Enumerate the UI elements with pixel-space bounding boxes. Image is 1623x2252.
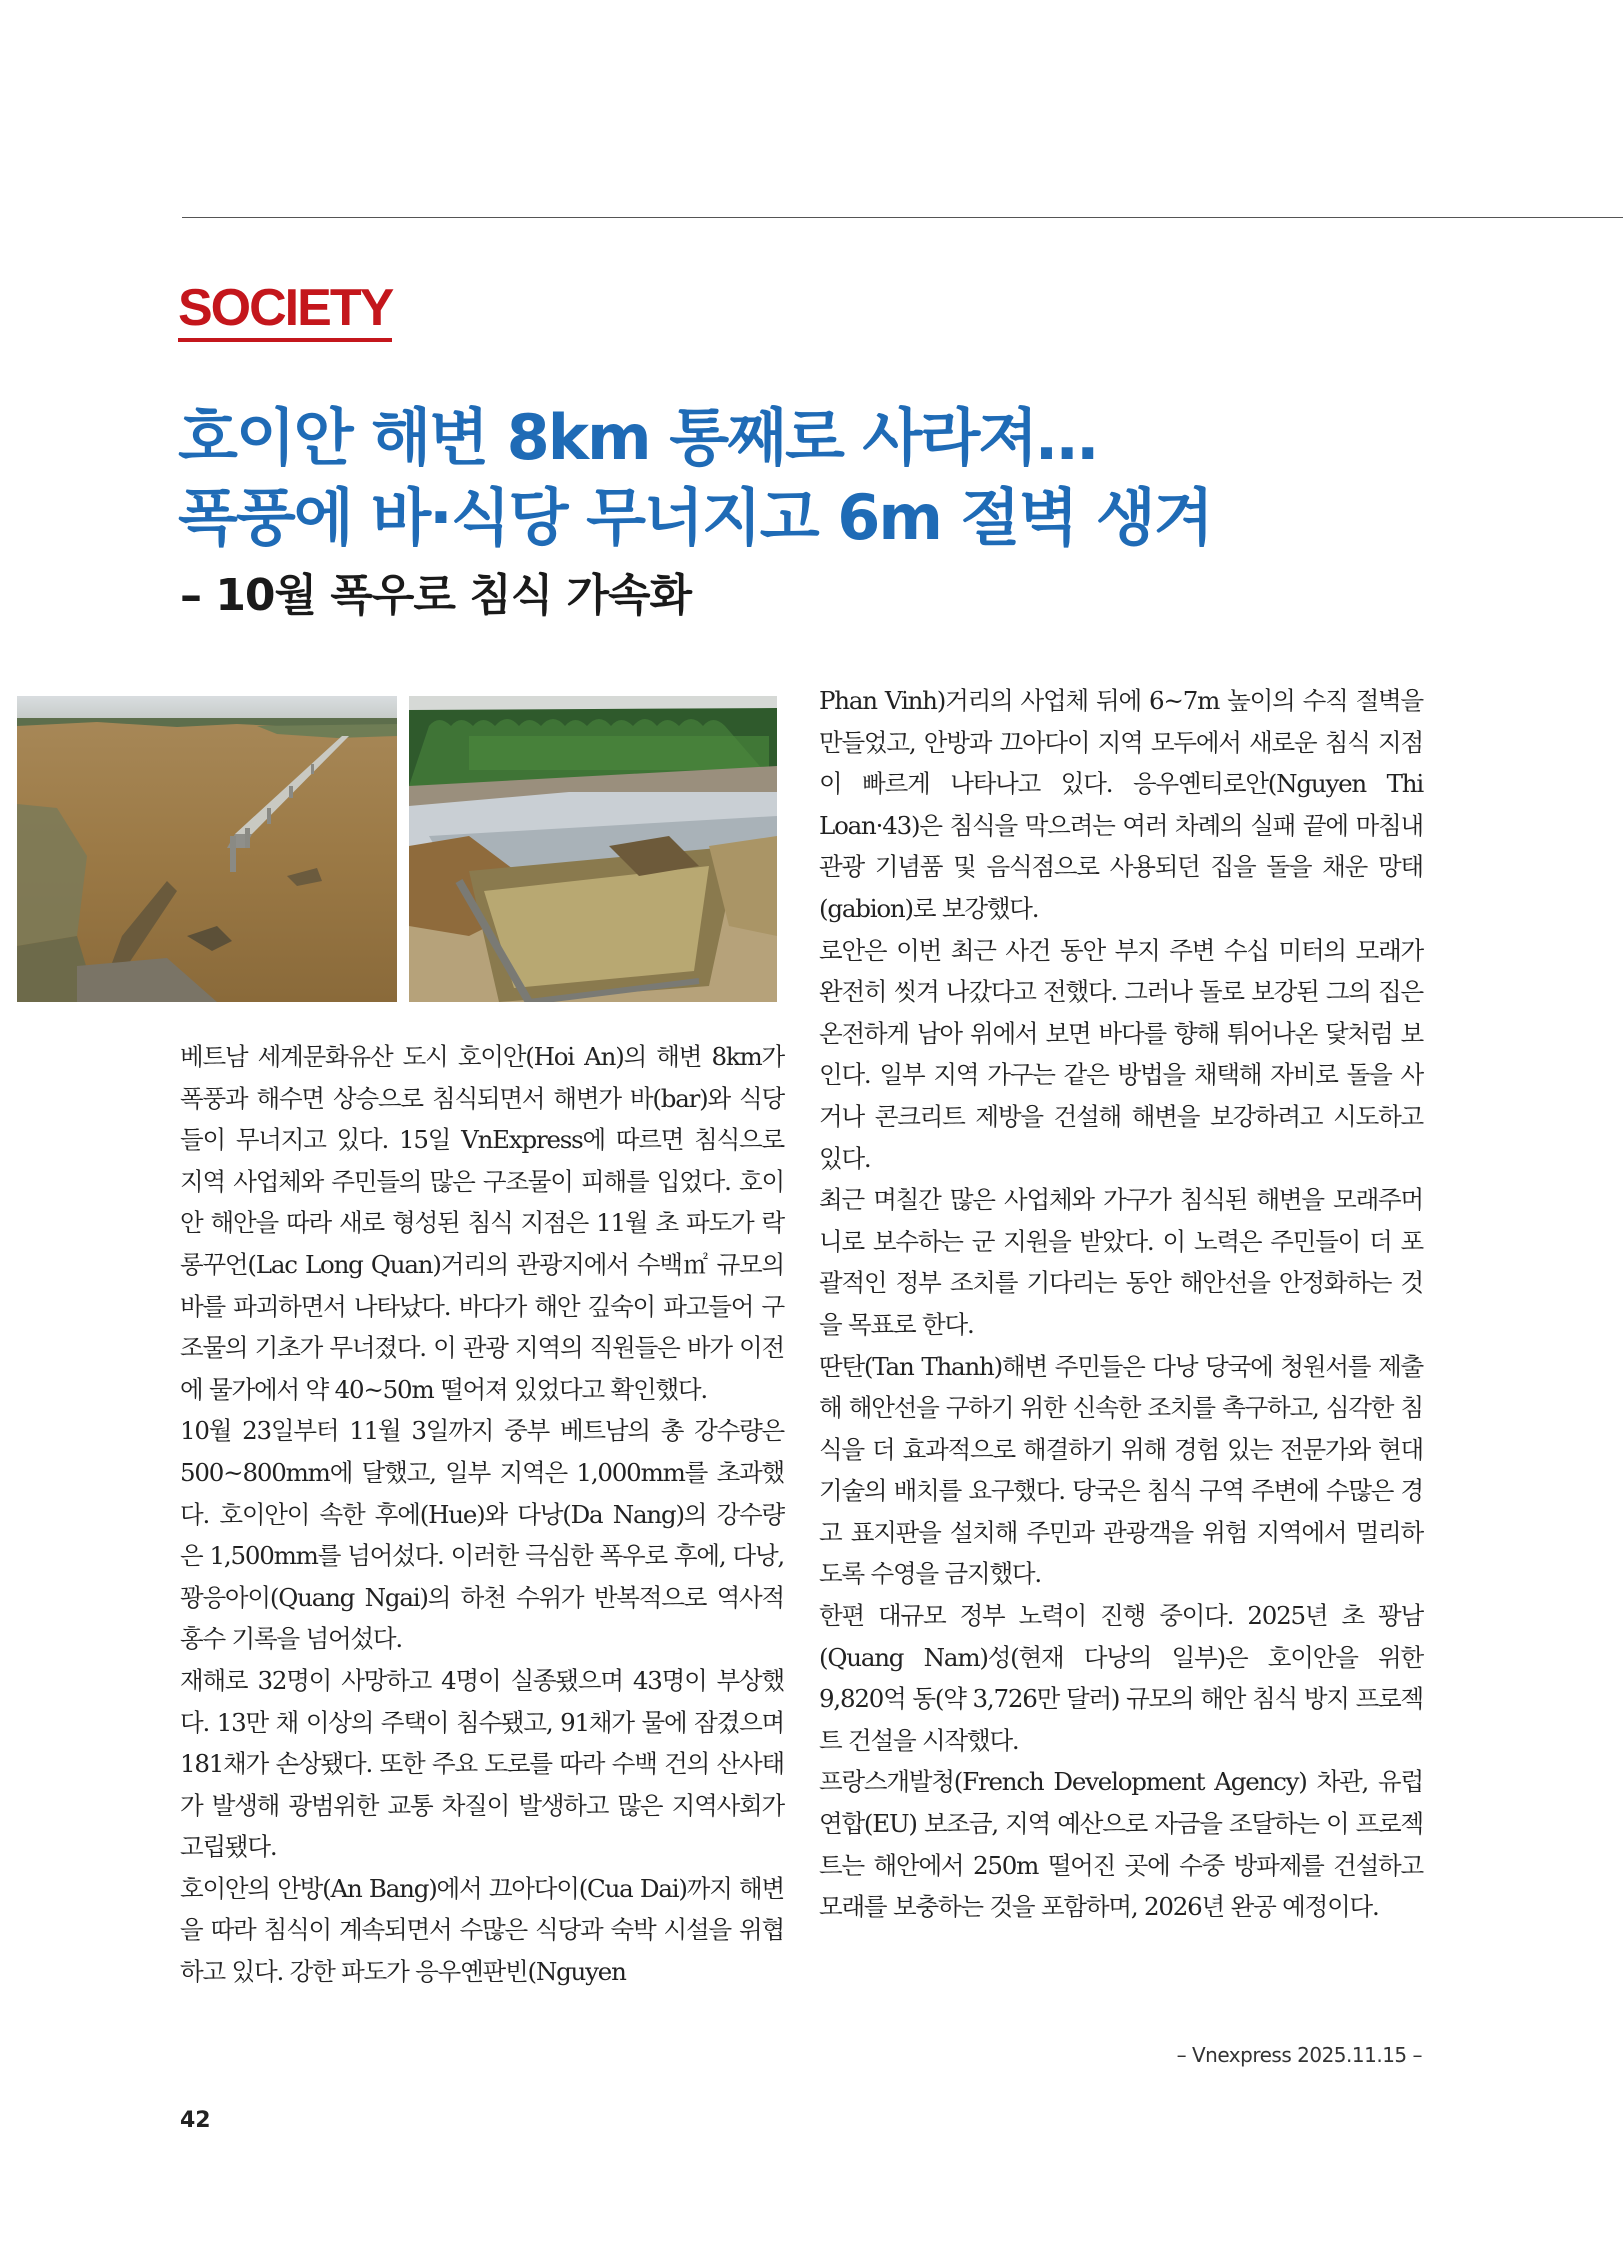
headline — [178, 398, 1528, 558]
page-number: 42 — [180, 2108, 211, 2133]
headline-line-2: 폭풍에 바·식당 무너지고 6m 절벽 생겨 — [178, 481, 1212, 554]
top-rule-tick — [1602, 217, 1623, 218]
headline-line-1: 호이안 해변 8km 통째로 사라져… — [178, 401, 1097, 474]
photo-flooded-bridge — [17, 696, 397, 1002]
photo-eroded-beach — [409, 696, 777, 1002]
paragraph: 최근 며칠간 많은 사업체와 가구가 침식된 해변을 모래주머니로 보수하는 군 지원을 받았다. 이 노력은 주민들이 더 포괄적인 정부 조치를 기다리는 동안 해안선을 안정화하는 것을 목표로 한다. — [819, 1185, 1423, 1339]
section-label: SOCIETY — [178, 282, 392, 342]
paragraph: 베트남 세계문화유산 도시 호이안(Hoi An)의 해변 8km가 폭풍과 해수면 상승으로 침식되면서 해변가 바(bar)와 식당들이 무너지고 있다. 15일 VnExpress에 따르면 침식으로 지역 사업체와 주민들의 많은 구조물이 피해를 입었다. 호이안 해안을 따라 새로 형성된 침식 지점은 11월 초 파도가 락롱꾸언(Lac Long Quan)거리의 관광지에서 수백㎡ 규모의 바를 파괴하면서 나타났다. 바다가 해안 깊숙이 파고들어 구조물의 기초가 무너졌다. 이 관광 지역의 직원들은 바가 이전에 물가에서 약 40~50m 떨어져 있었다고 확인했다. — [180, 1042, 784, 1404]
body-column-right — [819, 680, 1423, 1928]
paragraph: Phan Vinh)거리의 사업체 뒤에 6~7m 높이의 수직 절벽을 만들었고, 안방과 끄아다이 지역 모두에서 새로운 침식 지점이 빠르게 나타나고 있다. 응우옌티로안(Nguyen Thi Loan·43)은 침식을 막으려는 여러 차례의 실패 끝에 마침내 관광 기념품 및 음식점으로 사용되던 집을 돌을 채운 망태(gabion)로 보강했다. — [819, 686, 1423, 923]
paragraph: 딴탄(Tan Thanh)해변 주민들은 다낭 당국에 청원서를 제출해 해안선을 구하기 위한 신속한 조치를 촉구하고, 심각한 침식을 더 효과적으로 해결하기 위해 경험 있는 전문가와 현대 기술의 배치를 요구했다. 당국은 침식 구역 주변에 수많은 경고 표지판을 설치해 주민과 관광객을 위험 지역에서 멀리하도록 수영을 금지했다. — [819, 1351, 1424, 1589]
paragraph: 10월 23일부터 11월 3일까지 중부 베트남의 총 강수량은 500~800mm에 달했고, 일부 지역은 1,000mm를 초과했다. 호이안이 속한 후에(Hue)와 다낭(Da Nang)의 강수량은 1,500mm를 넘어섰다. 이러한 극심한 폭우로 후에, 다낭, 꽝응아이(Quang Ngai)의 하천 수위가 반복적으로 역사적 홍수 기록을 넘어섰다. — [180, 1416, 784, 1654]
paragraph: 한편 대규모 정부 노력이 진행 중이다. 2025년 초 꽝남(Quang Nam)성(현재 다낭의 일부)은 호이안을 위한 9,820억 동(약 3,726만 달러) 규모의 해안 침식 방지 프로젝트 건설을 시작했다. — [819, 1601, 1423, 1755]
paragraph: 호이안의 안방(An Bang)에서 끄아다이(Cua Dai)까지 해변을 따라 침식이 계속되면서 수많은 식당과 숙박 시설을 위협하고 있다. 강한 파도가 응우옌판빈(Nguyen — [180, 1873, 784, 1987]
paragraph: 프랑스개발청(French Development Agency) 차관, 유럽연합(EU) 보조금, 지역 예산으로 자금을 조달하는 이 프로젝트는 해안에서 250m 떨어진 곳에 수중 방파제를 건설하고 모래를 보충하는 것을 포함하며, 2026년 완공 예정이다. — [819, 1767, 1423, 1922]
top-rule — [182, 217, 1604, 218]
paragraph: 재해로 32명이 사망하고 4명이 실종됐으며 43명이 부상했다. 13만 채 이상의 주택이 침수됐고, 91채가 물에 잠겼으며 181채가 손상됐다. 또한 주요 도로를 따라 수백 건의 산사태가 발생해 광범위한 교통 차질이 발생하고 많은 지역사회가 고립됐다. — [180, 1665, 784, 1862]
source-credit: – Vnexpress 2025.11.15 – — [1176, 2043, 1422, 2067]
body-column-left — [180, 1036, 784, 1993]
paragraph: 로안은 이번 최근 사건 동안 부지 주변 수십 미터의 모래가 완전히 씻겨 나갔다고 전했다. 그러나 돌로 보강된 그의 집은 온전하게 남아 위에서 보면 바다를 향해 튀어나온 닻처럼 보인다. 일부 지역 가구는 같은 방법을 채택해 자비로 돌을 사거나 콘크리트 제방을 건설해 해변을 보강하려고 시도하고 있다. — [819, 935, 1423, 1173]
subheadline: – 10월 폭우로 침식 가속화 — [180, 570, 692, 621]
